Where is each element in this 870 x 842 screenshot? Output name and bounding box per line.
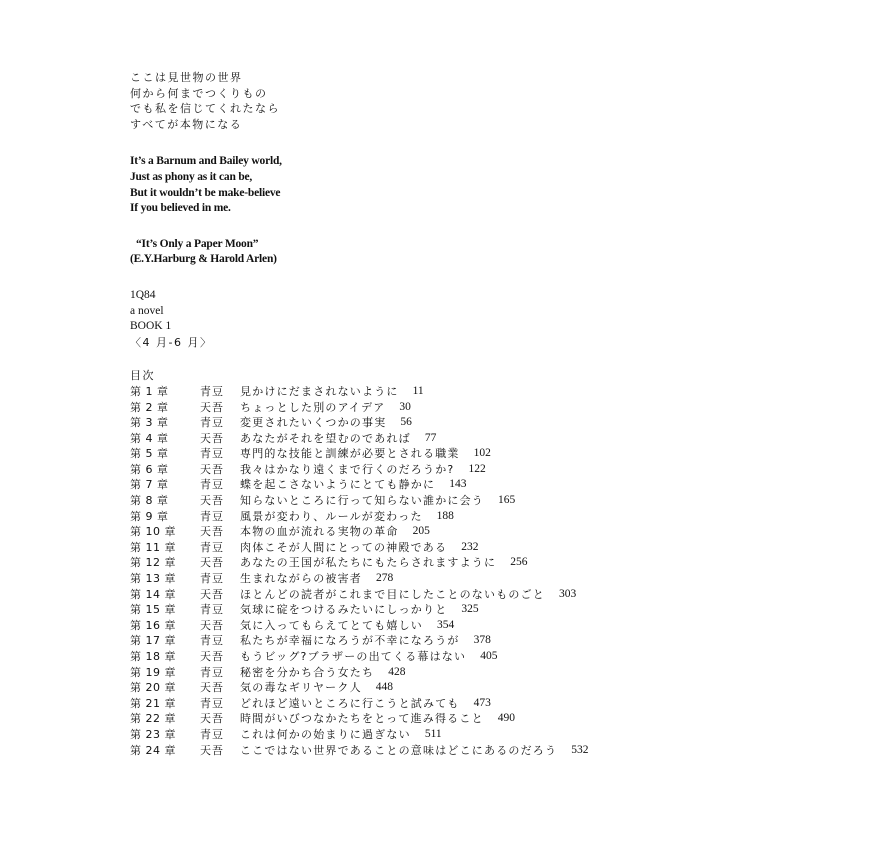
chapter-number: 第 3 章 <box>130 416 169 430</box>
epigraph-japanese <box>130 70 830 132</box>
chapter-narrator: 天吾 <box>200 618 224 632</box>
book-type: a novel <box>130 304 164 317</box>
spacer <box>130 268 830 288</box>
chapter-number: 第 9 章 <box>130 509 169 523</box>
chapter-page: 303 <box>559 587 577 600</box>
epigraph-english <box>130 154 830 216</box>
chapter-narrator: 天吾 <box>200 556 224 570</box>
toc-row <box>130 415 830 431</box>
chapter-title: 私たちが幸福になろうが不幸になろうが <box>240 634 460 648</box>
chapter-page: 205 <box>412 525 430 538</box>
chapter-number: 第 18 章 <box>130 650 176 663</box>
chapter-number: 第 11 章 <box>130 540 176 554</box>
toc-row <box>130 696 830 712</box>
spacer <box>130 350 830 368</box>
chapter-page: 77 <box>424 431 437 444</box>
chapter-page: 490 <box>497 712 516 725</box>
chapter-page: 30 <box>399 400 411 413</box>
epigraph-jp-line: でも私を信じてくれたなら <box>130 102 280 116</box>
epigraph-en-line: Just as phony as it can be, <box>130 170 253 183</box>
chapter-number: 第 1 章 <box>130 384 169 398</box>
chapter-page: 56 <box>400 416 412 429</box>
chapter-title: 時間がいびつなかたちをとって進み得ること <box>240 712 484 726</box>
chapter-number: 第 4 章 <box>130 431 169 445</box>
chapter-number: 第 23 章 <box>130 727 176 741</box>
toc-row <box>130 477 830 493</box>
epigraph-jp-line: ここは見世物の世界 <box>130 71 243 84</box>
chapter-title: これは何かの始まりに過ぎない <box>240 727 411 741</box>
toc-row <box>130 587 830 603</box>
chapter-page: 532 <box>571 743 589 756</box>
chapter-narrator: 青豆 <box>200 416 224 430</box>
chapter-number: 第 8 章 <box>130 494 169 508</box>
chapter-narrator: 青豆 <box>200 572 224 586</box>
chapter-page: 278 <box>376 572 394 585</box>
chapter-title: 生まれながらの被害者 <box>240 572 362 586</box>
chapter-number: 第 19 章 <box>130 665 176 679</box>
toc-row <box>130 727 830 743</box>
chapter-narrator: 青豆 <box>200 540 224 554</box>
chapter-narrator: 天吾 <box>200 525 224 539</box>
chapter-page: 405 <box>480 650 498 662</box>
chapter-page: 448 <box>375 681 394 694</box>
chapter-page: 378 <box>473 634 491 647</box>
chapter-page: 354 <box>437 618 455 631</box>
chapter-title: 我々はかなり遠くまで行くのだろうか? <box>240 462 455 476</box>
chapter-number: 第 7 章 <box>130 478 169 492</box>
chapter-page: 325 <box>461 603 479 616</box>
toc-row <box>130 711 830 727</box>
chapter-title: ほとんどの読者がこれまで目にしたことのないものごと <box>240 587 545 601</box>
chapter-number: 第 17 章 <box>130 634 176 648</box>
book-info <box>130 288 830 350</box>
toc-row <box>130 602 830 618</box>
toc-row <box>130 618 830 634</box>
chapter-title: 気に入ってもらえてとても嬉しい <box>240 618 423 632</box>
chapter-narrator: 天吾 <box>200 650 224 663</box>
chapter-narrator: 青豆 <box>200 478 224 492</box>
chapter-page: 122 <box>468 462 486 475</box>
song-authors: (E.Y.Harburg & Harold Arlen) <box>130 253 277 266</box>
epigraph-en-line: It’s a Barnum and Bailey world, <box>130 155 282 168</box>
toc-row <box>130 509 830 525</box>
toc-row <box>130 384 830 400</box>
chapter-page: 102 <box>473 447 491 460</box>
chapter-page: 143 <box>449 478 467 491</box>
toc-row <box>130 743 830 759</box>
toc-row <box>130 665 830 681</box>
toc-row <box>130 446 830 462</box>
chapter-narrator: 天吾 <box>200 681 224 695</box>
toc-row <box>130 493 830 509</box>
document-page <box>130 70 830 758</box>
chapter-number: 第 6 章 <box>130 462 169 476</box>
chapter-narrator: 青豆 <box>200 447 224 461</box>
chapter-page: 511 <box>424 727 442 740</box>
chapter-narrator: 青豆 <box>200 727 224 741</box>
chapter-number: 第 13 章 <box>130 572 176 586</box>
chapter-narrator: 天吾 <box>200 431 224 445</box>
chapter-title: ここではない世界であることの意味はどこにあるのだろう <box>240 743 558 757</box>
chapter-page: 11 <box>412 384 424 397</box>
epigraph-en-line: If you believed in me. <box>130 202 231 215</box>
chapter-page: 188 <box>436 509 454 522</box>
chapter-title: どれほど遠いところに行こうと試みても <box>240 696 460 710</box>
chapter-page: 232 <box>461 540 479 553</box>
chapter-number: 第 2 章 <box>130 400 169 414</box>
chapter-title: 知らないところに行って知らない誰かに会う <box>240 494 484 508</box>
toc-row <box>130 555 830 571</box>
chapter-number: 第 22 章 <box>130 712 176 726</box>
chapter-title: 風景が変わり、ルールが変わった <box>240 509 423 523</box>
chapter-title: 肉体こそが人間にとっての神殿である <box>240 540 448 554</box>
chapter-title: 専門的な技能と訓練が必要とされる職業 <box>240 447 460 461</box>
chapter-narrator: 青豆 <box>200 384 224 398</box>
chapter-title: あなたがそれを望むのであれば <box>240 431 411 445</box>
book-period: 〈4 月-6 月〉 <box>130 335 213 349</box>
chapter-narrator: 天吾 <box>200 400 224 414</box>
chapter-page: 428 <box>388 665 406 678</box>
toc-row <box>130 400 830 416</box>
chapter-title: 本物の血が流れる実物の革命 <box>240 525 399 539</box>
song-title: “It’s Only a Paper Moon” <box>136 237 259 250</box>
chapter-narrator: 天吾 <box>200 494 224 508</box>
chapter-number: 第 10 章 <box>130 525 176 539</box>
chapter-number: 第 5 章 <box>130 447 169 461</box>
chapter-title: もうビッグ?ブラザーの出てくる幕はない <box>240 650 467 663</box>
chapter-narrator: 天吾 <box>200 712 224 726</box>
chapter-narrator: 青豆 <box>200 509 224 523</box>
toc-row <box>130 524 830 540</box>
epigraph-jp-line: すべてが本物になる <box>130 117 243 131</box>
chapter-number: 第 20 章 <box>130 681 176 695</box>
chapter-narrator: 天吾 <box>200 587 224 601</box>
chapter-title: あなたの王国が私たちにもたらされますように <box>240 556 497 570</box>
chapter-narrator: 青豆 <box>200 603 224 617</box>
chapter-number: 第 21 章 <box>130 696 176 710</box>
chapter-title: 変更されたいくつかの事実 <box>240 416 387 430</box>
chapter-narrator: 天吾 <box>200 462 224 476</box>
chapter-page: 256 <box>510 556 528 569</box>
chapter-page: 165 <box>498 494 516 507</box>
toc-row <box>130 462 830 478</box>
spacer <box>130 217 830 237</box>
chapter-title: 気の毒なギリヤーク人 <box>240 681 362 695</box>
book-volume: BOOK 1 <box>130 320 172 333</box>
chapter-title: 蝶を起こさないようにとても静かに <box>240 478 436 492</box>
chapter-number: 第 15 章 <box>130 603 176 617</box>
toc-row <box>130 571 830 587</box>
chapter-title: ちょっとした別のアイデア <box>240 400 386 414</box>
toc-row <box>130 649 830 665</box>
chapter-page: 473 <box>473 696 491 709</box>
chapter-title: 気球に碇をつけるみたいにしっかりと <box>240 603 448 617</box>
song-credit <box>130 237 830 268</box>
chapter-narrator: 青豆 <box>200 634 224 648</box>
chapter-narrator: 青豆 <box>200 665 224 679</box>
toc-row <box>130 431 830 447</box>
toc-row <box>130 540 830 556</box>
toc-row <box>130 680 830 696</box>
chapter-narrator: 青豆 <box>200 696 224 710</box>
book-name: 1Q84 <box>130 288 156 301</box>
toc-list <box>130 384 830 758</box>
chapter-title: 見かけにだまされないように <box>240 384 399 398</box>
chapter-number: 第 24 章 <box>130 743 176 757</box>
epigraph-en-line: But it wouldn’t be make-believe <box>130 186 281 199</box>
table-of-contents <box>130 368 830 758</box>
epigraph-jp-line: 何から何までつくりもの <box>130 86 268 100</box>
chapter-number: 第 12 章 <box>130 556 176 570</box>
spacer <box>130 132 830 154</box>
chapter-number: 第 14 章 <box>130 587 176 601</box>
chapter-number: 第 16 章 <box>130 618 176 632</box>
chapter-narrator: 天吾 <box>200 743 224 757</box>
toc-row <box>130 633 830 649</box>
chapter-title: 秘密を分かち合う女たち <box>240 665 375 679</box>
toc-heading: 目次 <box>130 369 155 383</box>
